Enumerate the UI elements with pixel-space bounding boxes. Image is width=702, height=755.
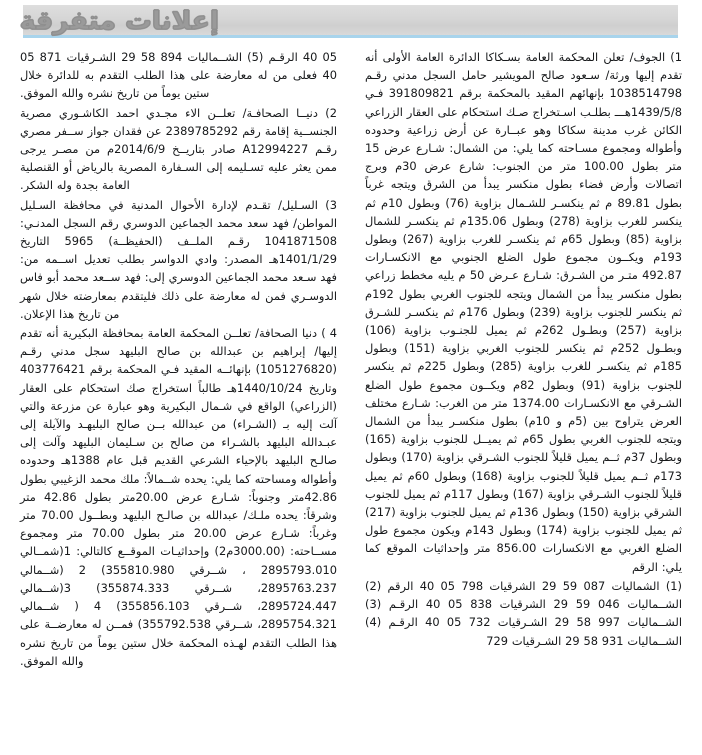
ad-body-text: 4 ) دنيا الصحافة/ تعلــن المحكمة العامة بمحافظة البكيرية أنه تقدم إليها/ إبراهيم بن عبدالله بن صالح البليهد سجل مدني رقـم (1051276820) بإنهائــه المقيد فـي المحكمة برقم 403776421 وتاريخ 1440/10/24هـ طالباً استخراج صك استحكام على العقار (الزراعي) الواقع في شـمال البكيرية وهو عبارة عن مزرعة والتي آلت إليه بـ (الشـراء) من عبدالله بــن صالح البليهـد والآيلة إلى عبـدالله البليهد بالشـراء من صالح بن سـليمان البليهد وآلت إلى صالـح البليهد بالإحياء الشرعي القديم قبل عام 1388هـ وحدوده وأطواله ومساحته كما يلي: يحده شــمالاً: ملك محمد الزغيبي بطول 42.86متر وجنوباً: شـارع عرض 20.00متر بطول 42.86 متر وشرقاً: يحده ملـك/ عبدالله بن صالـح البليهد وبطــول 70.00 متر وغرباً: شـارع عرض 20.00 متر بطول 70.00 متر ومجموع مســاحته: (3000.00م2) وإحداثيـات الموقــع كالتالي: 1(شمــالي 2895793.010 ، شــرقي 355810.980) 2 (شــمالي 2895763.237، شــرقي 355874.333) 3(شــمالي 2895724.447، شــرقي 355856.103) 4 ( شــمالي 2895754.321، شــرقي 355792.538) فمــن له معارضــة على هذا الطلب التقدم لهـذه المحكمة خلال ستين يوماً من تاريخ نشره والله الموفق. — [20, 326, 338, 668]
ad-body-text: 1) الجوف/ تعلن المحكمة العامة بسـكاكا الدائرة العامة الأولى أنه تقدم إليها ورثة/ سـعود صالح المويشير حامل السجل مدني رقـم 1038514798 بإنهائهم المقيد بالمحكمة برقم 391809821 فـي 1439/5/8هـــ بطلـب اسـتخراج صـك استحكام على العقار الزراعي الكائن غرب مدينة سكاكا وهو عبــارة عن أرض زراعية وحدوده وأطواله ومجموع مسـاحته كما يلي: من الشمال: شـارع عرض 15 متر بطول 100.00 متر من الجنوب: شارع عرض 30م وبرج اتصالات وأرض فضاء بطول منكسر يبدأ من الشرق ويتجه غرباً بطول 89.81 م ثم ينكسـر للشـمال بزاوية (76) وبطول 10م ثم ينكسر للغرب بزاوية (278) وبطول 135.06م ثم ينكسـر للشمال بزاوية (85) وبطول 65م ثم ينكسـر للغرب بزاوية (267) وبطول 193م ويكــون مجموع طول الضلع الجنوبي مع الانكسـارات 492.87 متـر من الشـرق: شـارع عـرض 50 م يليه مخطط زراعي بطول منكسر يبدأ من الشمال ويتجه للجنوب الغربي بطول 192م ثم ينكسر للجنوب بزاوية (239) وبطول 176م ثم ينكسـر للشـرق بزاوية (257) وبطـول 262م ثم يميل للجنـوب بزاوية (106) وبطـول 252م ثم ينكسر للجنوب الغربي بزاوية (151) وبطول 185م ثم ينكسـر للغرب بزاوية (285) وبطول 225م ثم ينكسر للجنوب بزاوية (91) وبطول 82م ويكــون مجموع طول الضلع الشـرقي مع الانكسـارات 1374.00 متر من الغرب: شـارع مختلف العرض يتراوح بين (5م و 10م) بطول منكسـر يبدأ من الشمال ويتجه للجنوب الغربي بطول 65م ثم يميــل للجنوب بزاوية (165) وبطول 37م ثــم يميل قليلاً للجنوب الشـرقي بزاوية (170) وبطول 173م ثــم يميل قليلاً للجنوب بزاوية (168) وبطول 60م ثم يميل قليلاً للجنوب الشـرقي بزاوية (167) وبطول 117م ثم يميل للجنوب الشرقي بزاوية (150) وبطول 136م ثم يميل للجنوب بزاوية (217) ثم يميل للجنوب بزاوية (174) وبطول 143م ويكون مجموع طول الضلع الغربي مع الانكسارات 856.00 متر وإحداثيات الموقع كما يلي: الرقم — [365, 50, 683, 574]
ad-entry[interactable] — [20, 324, 337, 670]
ads-columns — [0, 48, 702, 755]
ad-entry[interactable] — [20, 104, 337, 195]
ad-body-text: 3) السـليل/ تقـدم لإدارة الأحوال المدنية في محافظة السـليل المواطن/ فهد سعد محمد الجماعين الدوسري رقم السجل المدنـي: 1041871508 رقـم الملــف (الحفيظــة) 5965 التاريخ 1401/1/29هـ المصدر: وادي الدواسر بطلب تعديل اســمه من: فهد سـعد محمد الجماعين الدوسري إلى: فهد ســعد محمد أبو فاس الدوسـري فمن له معارضة على ذلك فليتقدم بمعارضته خلال شهر من تاريخ هذا الإعلان. — [20, 197, 337, 321]
masthead-banner — [19, 5, 678, 41]
page-title: إعلانات متفرقة — [19, 5, 219, 35]
column-right — [351, 48, 702, 755]
ad-body-text: (1) الشماليات 087 59 29 الشرقيات 798 05 40 الرقم (2) الشــماليات 046 59 29 الشرقيات 838 05 40 الرقـم (3) الشــماليات 997 58 29 الشـرقيات 732 05 40 الرقـم (4) الشــماليات 931 58 29 الشـرقيات 729 — [365, 578, 683, 648]
ad-body-text: 05 40 الرقـم (5) الشــماليات 894 58 29 الشـرقيات 871 05 40 فعلى من له معارضة على هذا الطلب التقدم به للدائرة خلال ستين يوماً من تاريخ نشره والله الموفق. — [20, 50, 338, 101]
ad-entry-continuation[interactable] — [20, 48, 337, 103]
column-left — [0, 48, 351, 755]
ad-entry[interactable] — [365, 48, 682, 576]
ad-entry-coordinates[interactable] — [365, 577, 682, 650]
ad-body-text: 2) دنيــا الصحافـة/ تعلــن الاء مجـدي احمد الكاشـوري مصرية الجنســية إقامة رقم 2389785292 عن فقدان جواز ســفر مصري رقـم A12994227 صادر بتاريــخ 2014/6/9م من مصـر يرجى ممن يعثر عليه تسـليمه إلى السـفارة المصرية بالرياض أو القنصلية العامة بجدة وله الشكر. — [20, 105, 337, 193]
ad-entry[interactable] — [20, 196, 337, 323]
banner-bar — [19, 5, 678, 38]
